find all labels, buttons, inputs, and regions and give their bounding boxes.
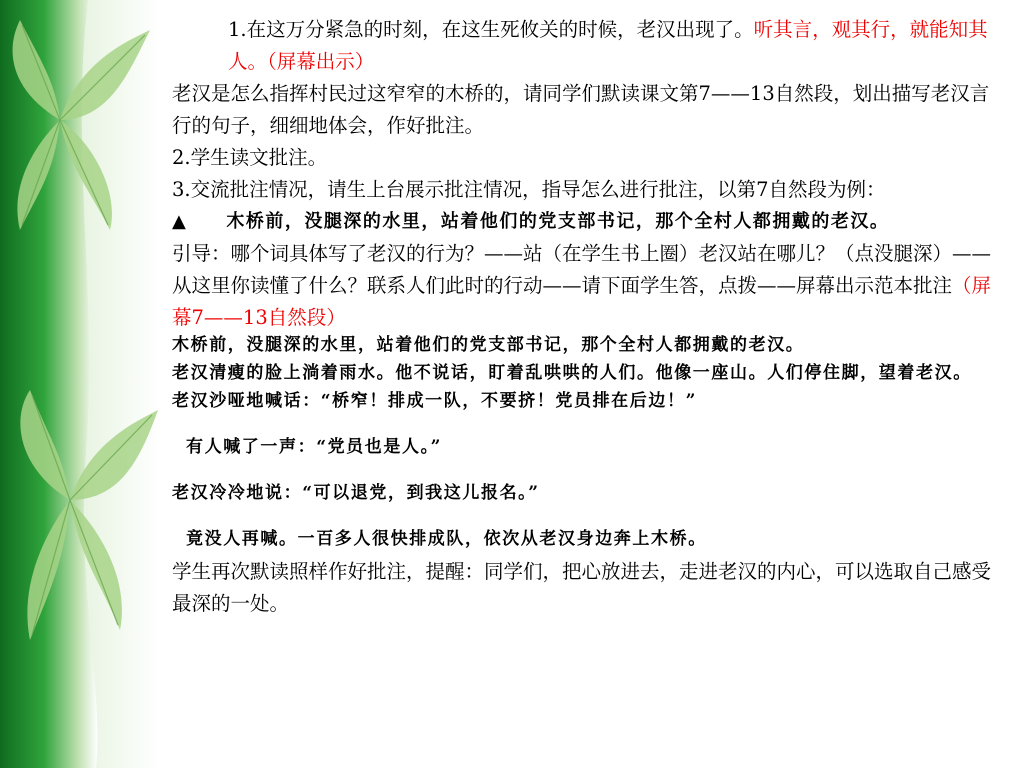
para-1-red-text: 听其言，观其行，就能知其人。（屏幕出示） xyxy=(228,18,988,73)
green-leaf-decoration xyxy=(0,0,160,768)
para-6-red-text: （屏幕7——13自然段） xyxy=(172,274,992,329)
para-4: 3.交流批注情况，请生上台展示批注情况，指导怎么进行批注，以第7自然段为例： xyxy=(172,178,886,201)
para-7: 学生再次默读照样作好批注，提醒：同学们，把心放进去，走进老汉的内心，可以选取自己感受最深的一处。 xyxy=(172,560,992,615)
para-3: 2.学生读文批注。 xyxy=(172,146,328,169)
para-5: ▲ 木桥前，没腿深的水里，站着他们的党支部书记，那个全村人都拥戴的老汉。 xyxy=(172,211,890,232)
quote-4: 有人喊了一声：“党员也是人。” xyxy=(186,437,443,457)
quote-3: 老汉沙哑地喊话：“桥窄！排成一队，不要挤！党员排在后边！” xyxy=(172,391,697,411)
quote-2: 老汉清瘦的脸上淌着雨水。他不说话，盯着乱哄哄的人们。他像一座山。人们停住脚，望着老汉。 xyxy=(172,363,972,383)
para-6 xyxy=(172,238,1002,334)
quote-5: 老汉冷冷地说：“可以退党，到我这儿报名。” xyxy=(172,483,540,503)
para-1 xyxy=(172,14,1002,78)
para-1-text: 1.在这万分紧急的时刻，在这生死攸关的时候，老汉出现了。 xyxy=(228,18,754,41)
slide-body xyxy=(172,14,1002,620)
quote-6: 竟没人再喊。一百多人很快排成队，依次从老汉身边奔上木桥。 xyxy=(186,529,707,549)
para-2: 老汉是怎么指挥村民过这窄窄的木桥的，请同学们默读课文第7——13自然段，划出描写老汉言行的句子，细细地体会，作好批注。 xyxy=(172,82,990,137)
para-6-text: 引导：哪个词具体写了老汉的行为？——站（在学生书上圈）老汉站在哪儿？（点没腿深）——从这里你读懂了什么？联系人们此时的行动——请下面学生答，点拨——屏幕出示范本批注 xyxy=(172,242,992,297)
quote-1: 木桥前，没腿深的水里，站着他们的党支部书记，那个全村人都拥戴的老汉。 xyxy=(172,335,805,355)
